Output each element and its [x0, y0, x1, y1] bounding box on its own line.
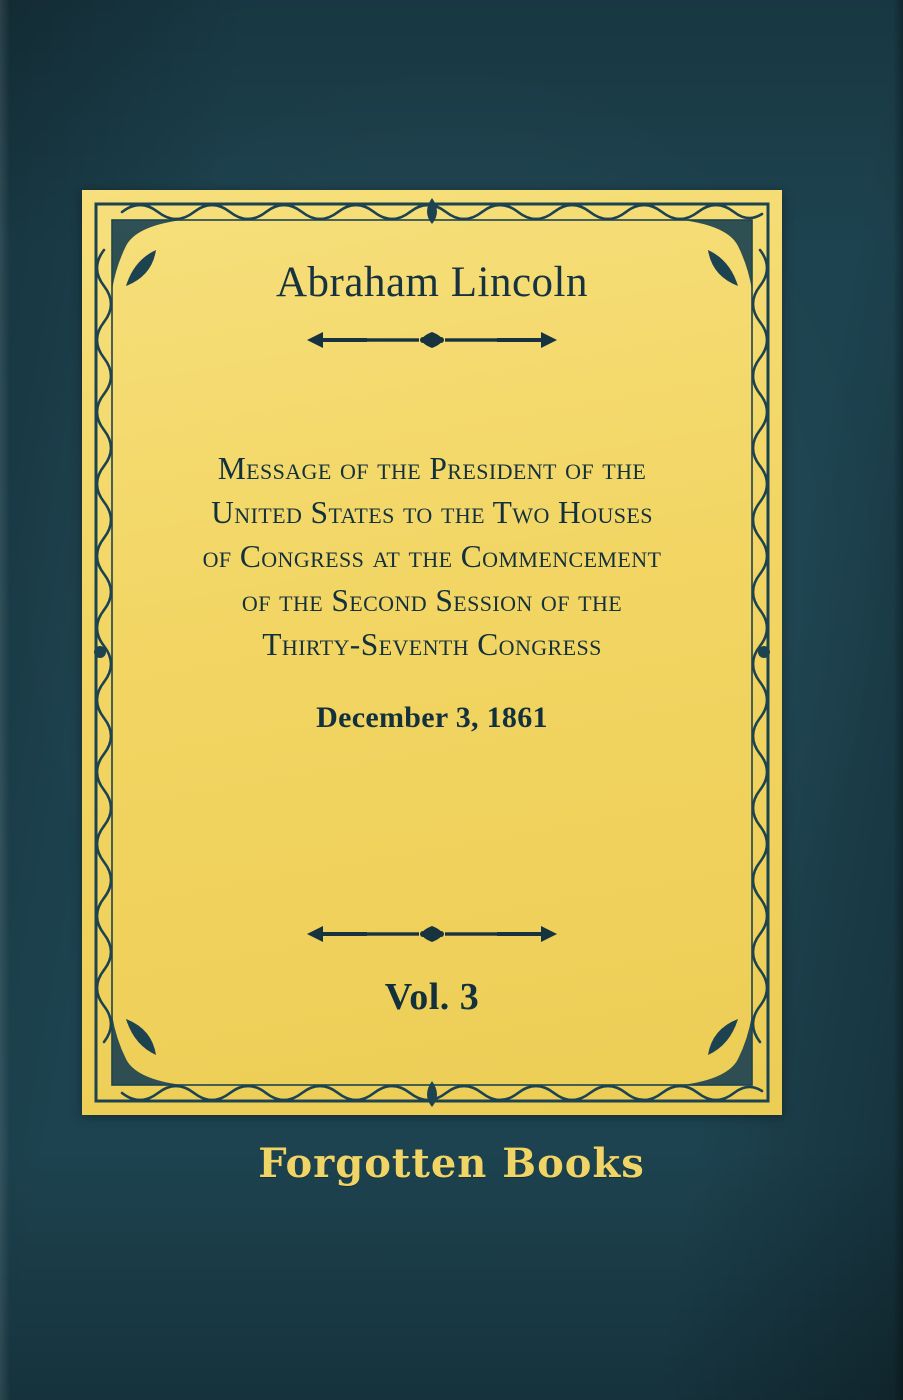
ornament-divider-top-icon	[307, 329, 557, 351]
spine-edge-right	[893, 0, 903, 1400]
title-line: Message of the President of the	[217, 451, 647, 486]
title-line: of Congress at the Commencement	[202, 539, 662, 574]
cover-label-panel	[82, 190, 782, 1115]
title-line: Thirty-Seventh Congress	[262, 627, 602, 662]
spine-edge-left	[0, 0, 10, 1400]
author-name: Abraham Lincoln	[276, 259, 588, 306]
title-line: United States to the Two Houses	[211, 495, 653, 530]
volume-number: Vol. 3	[384, 976, 480, 1018]
publisher-name: Forgotten Books	[258, 1140, 645, 1187]
book-title	[136, 447, 728, 667]
book-subtitle-date: December 3, 1861	[316, 701, 548, 734]
ornament-divider-bottom-icon	[307, 923, 557, 945]
title-line: of the Second Session of the	[241, 583, 623, 618]
